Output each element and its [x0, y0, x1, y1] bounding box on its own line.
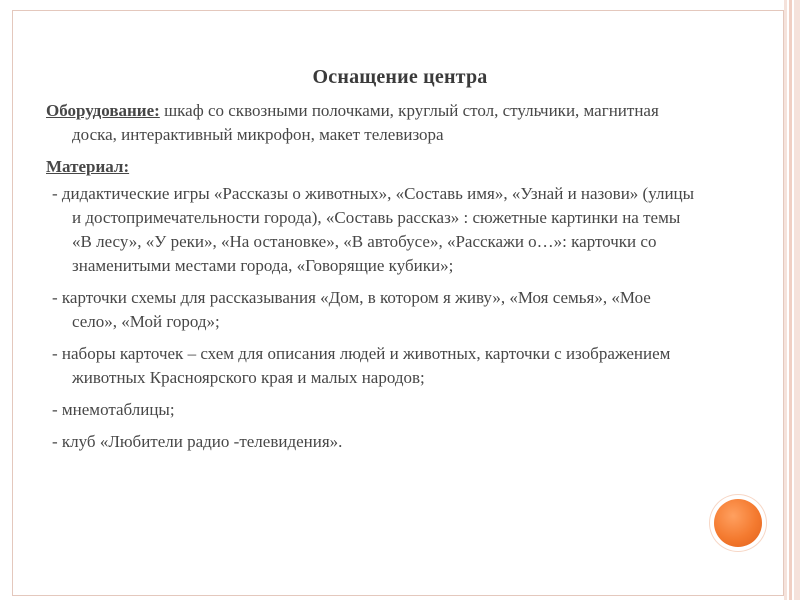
equipment-paragraph	[46, 99, 696, 147]
equipment-label: Оборудование:	[46, 101, 160, 120]
list-item: - мнемотаблицы;	[52, 400, 175, 419]
material-label: Материал:	[46, 157, 130, 176]
list-item: - карточки схемы для рассказывания «Дом, в котором я живу», «Моя семья», «Мое село», «Мой город»;	[52, 288, 651, 331]
slide-title: Оснащение центра	[312, 66, 488, 88]
decorative-circle	[714, 499, 762, 547]
equipment-text: шкаф со сквозными полочками, круглый стол, стульчики, магнитная доска, интерактивный микрофон, макет телевизора	[72, 101, 659, 144]
decorative-stripes	[784, 0, 800, 600]
list-item: - наборы карточек – схем для описания людей и животных, карточки с изображением животных Красноярского края и малых народов;	[52, 344, 671, 387]
list-item: - дидактические игры «Рассказы о животных», «Составь имя», «Узнай и назови» (улицы и достопримечательности города), «Составь рассказ» : сюжетные картинки на темы «В лесу», «У реки», «На остановке», «В автобусе», «Расскажи о…»: карточки со знаменитыми местами города, «Говорящие кубики»;	[52, 184, 695, 275]
list-item: - клуб «Любители радио -телевидения».	[52, 432, 343, 451]
slide-body	[46, 99, 696, 454]
material-heading	[46, 155, 696, 179]
